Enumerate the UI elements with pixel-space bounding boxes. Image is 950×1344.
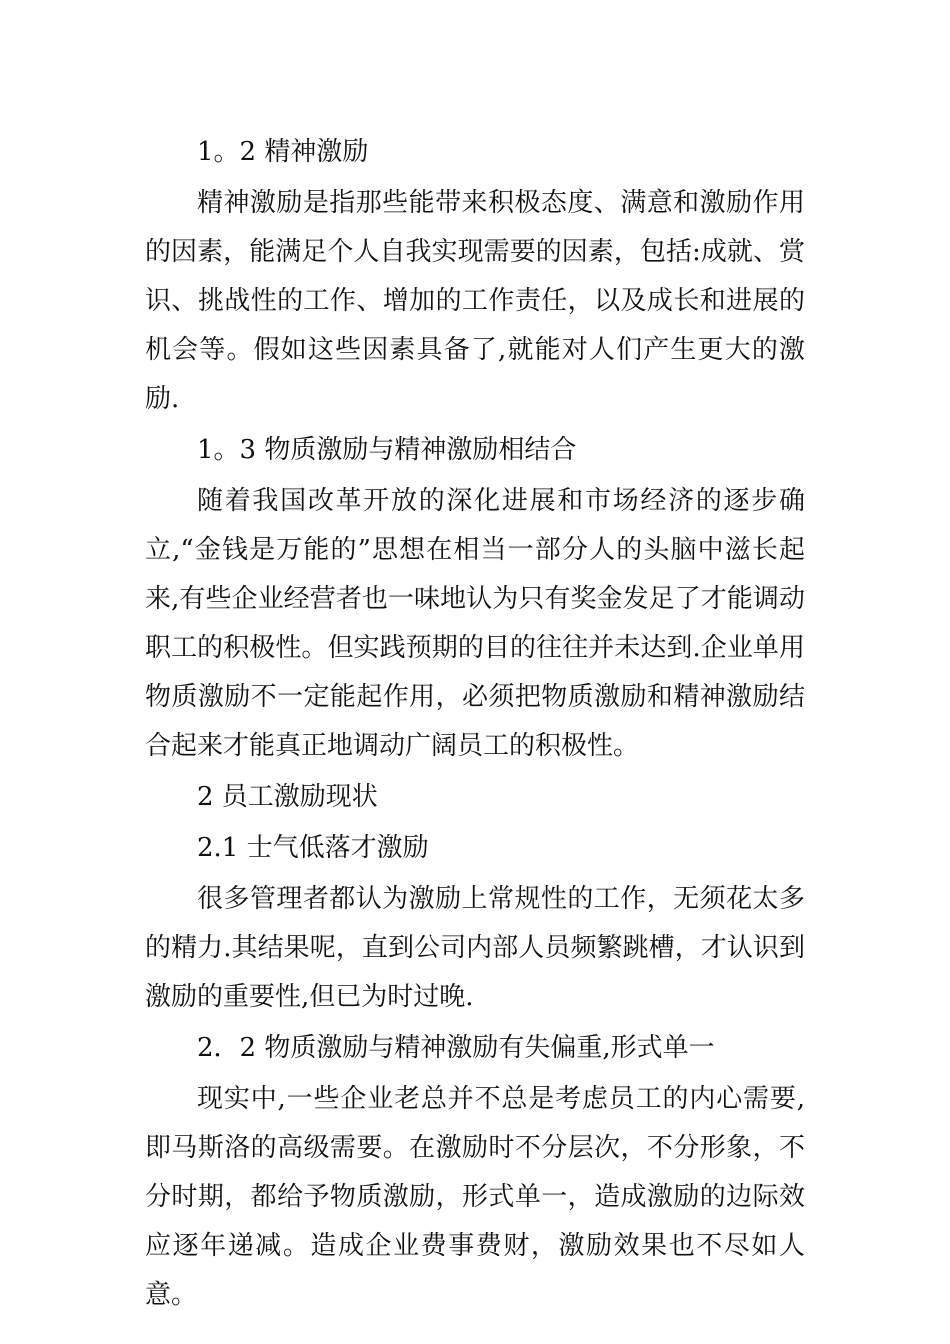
paragraph-spiritual-incentive: 精神激励是指那些能带来积极态度、满意和激励作用的因素，能满足个人自我实现需要的因素，包括:成就、赏识、挑战性的工作、增加的工作责任，以及成长和进展的机会等。假如这些因素具备了,就能对人们产生更大的激励. bbox=[145, 188, 805, 414]
section-heading-2-1: 2.1 士气低落才激励 bbox=[197, 833, 429, 863]
paragraph-single-form: 现实中,一些企业老总并不总是考虑员工的内心需要,即马斯洛的高级需要。在激励时不分层次，不分形象，不分时期，都给予物质激励，形式单一，造成激励的边际效应逐年递减。造成企业费事费财，激励效果也不尽如人意。 bbox=[145, 1084, 805, 1310]
section-heading-1-2: 1。2 精神激励 bbox=[197, 137, 369, 167]
paragraph-low-morale: 很多管理者都认为激励上常规性的工作，无须花太多的精力.其结果呢，直到公司内部人员频繁跳槽，才认识到激励的重要性,但已为时过晚. bbox=[145, 884, 805, 1012]
section-heading-2-2: 2．2 物质激励与精神激励有失偏重,形式单一 bbox=[197, 1033, 715, 1063]
paragraph-combined-incentive: 随着我国改革开放的深化进展和市场经济的逐步确立,“金钱是万能的”思想在相当一部分人的头脑中滋长起来,有些企业经营者也一味地认为只有奖金发足了才能调动职工的积极性。但实践预期的目的往往并未达到.企业单用物质激励不一定能起作用，必须把物质激励和精神激励结合起来才能真正地调动广阔员工的积极性。 bbox=[145, 486, 805, 761]
section-heading-1-3: 1。3 物质激励与精神激励相结合 bbox=[197, 435, 577, 465]
section-heading-2: 2 员工激励现状 bbox=[197, 782, 378, 812]
document-body bbox=[145, 128, 805, 1322]
